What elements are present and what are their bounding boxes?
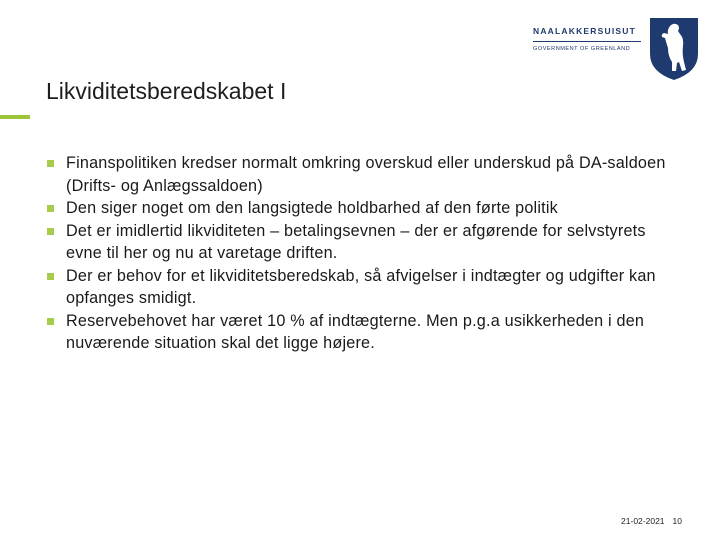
- logo-name: NAALAKKERSUISUT: [533, 26, 636, 36]
- logo: [533, 14, 709, 84]
- slide-title: Likviditetsberedskabet I: [46, 78, 287, 104]
- bullet-text: Det er imidlertid likviditeten – betalingsevnen – der er afgørende for selvstyrets evne til her og nu at varetage driften.: [66, 221, 646, 262]
- square-bullet-icon: [47, 160, 54, 167]
- bullet-text: Den siger noget om den langsigtede holdbarhed af den førte politik: [66, 199, 558, 217]
- bullet-text: Der er behov for et likviditetsberedskab, så afvigelser i indtægter og udgifter kan opfanges smidigt.: [66, 266, 656, 307]
- square-bullet-icon: [47, 273, 54, 280]
- logo-subtitle: GOVERNMENT OF GREENLAND: [533, 46, 631, 52]
- logo-divider: [533, 41, 641, 42]
- square-bullet-icon: [47, 228, 54, 235]
- bullet-item: [46, 152, 686, 197]
- slide-footer: [621, 516, 682, 526]
- footer-date: 21-02-2021: [621, 516, 665, 526]
- bullet-item: [46, 197, 686, 220]
- bullet-text: Finanspolitiken kredser normalt omkring overskud eller underskud på DA-saldoen (Drifts- og Anlægssaldoen): [66, 154, 666, 195]
- bullet-text: Reservebehovet har været 10 % af indtægterne. Men p.g.a usikkerheden i den nuværende situation skal det ligge højere.: [66, 311, 645, 352]
- bullet-item: [46, 265, 686, 310]
- bullet-item: [46, 310, 686, 355]
- title-accent-bar: [0, 115, 30, 119]
- bullet-list: [46, 152, 686, 355]
- polar-bear-emblem-icon: [646, 14, 702, 82]
- bullet-item: [46, 220, 686, 265]
- square-bullet-icon: [47, 205, 54, 212]
- logo-text: [533, 26, 643, 52]
- square-bullet-icon: [47, 318, 54, 325]
- page-number: 10: [672, 516, 682, 526]
